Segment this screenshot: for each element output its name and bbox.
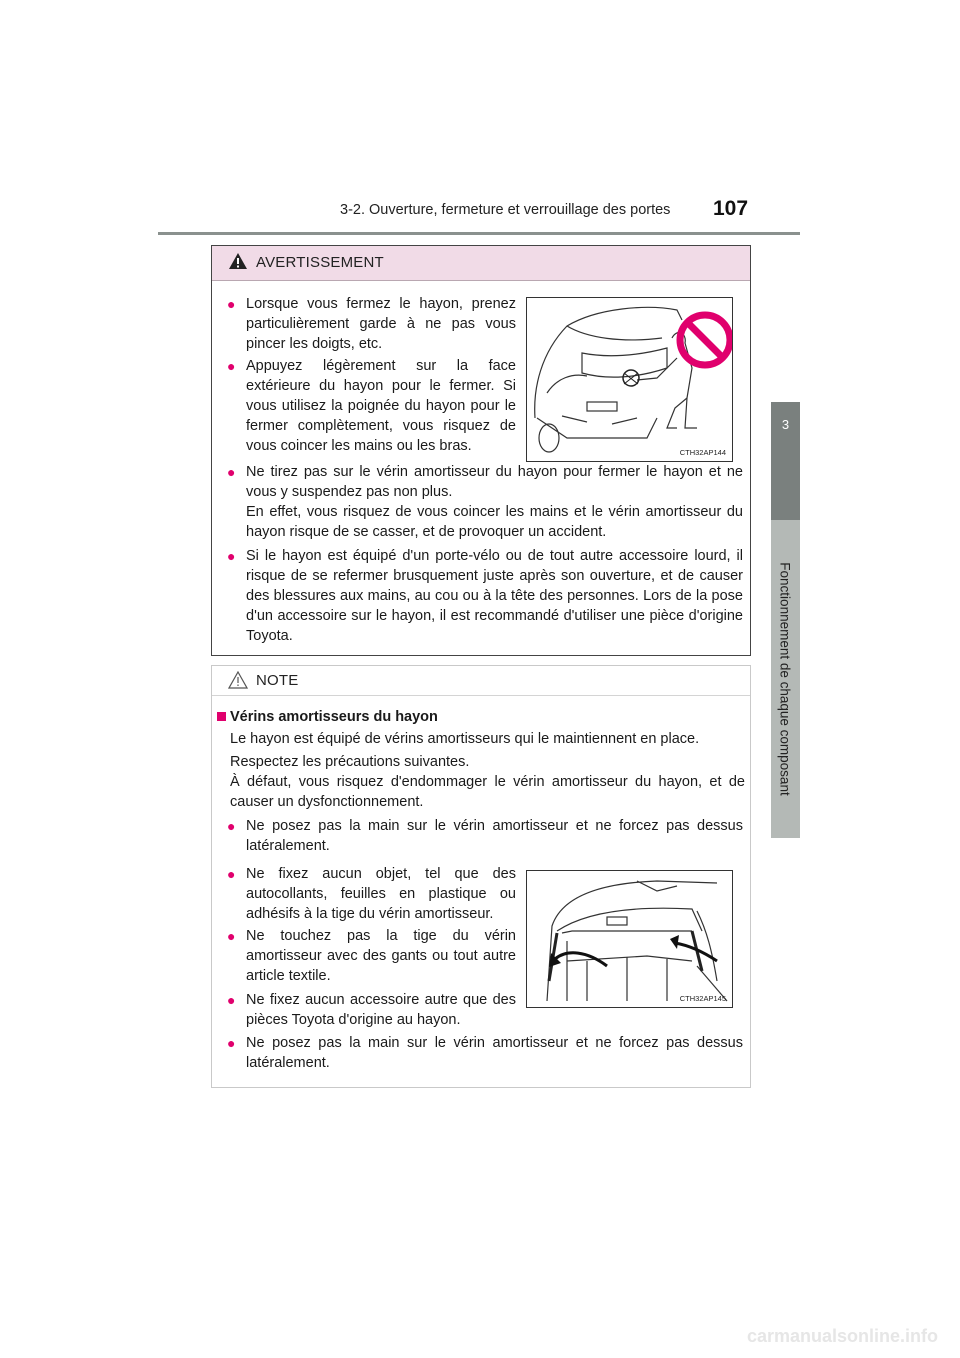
bullet-icon: ● bbox=[227, 548, 236, 564]
warning-triangle-icon bbox=[228, 252, 248, 270]
bullet-icon: ● bbox=[227, 818, 236, 834]
warning-header bbox=[212, 246, 750, 281]
chapter-number: 3 bbox=[781, 417, 790, 432]
bullet-icon: ● bbox=[227, 1035, 236, 1051]
chapter-label: Fonctionnement de chaque composant bbox=[777, 562, 793, 796]
bullet-icon: ● bbox=[227, 464, 236, 480]
note-item-1: Ne posez pas la main sur le vérin amortisseur et ne forcez pas dessus latéralement. bbox=[246, 818, 743, 854]
bullet-icon: ● bbox=[227, 928, 236, 944]
tailgate-warning-illustration bbox=[526, 297, 733, 462]
note-item-2: Ne fixez aucun objet, tel que des autocollants, feuilles en plastique ou adhésifs à la tige du vérin amortisseur. bbox=[246, 866, 516, 922]
bullet-icon: ● bbox=[227, 296, 236, 312]
header-rule bbox=[158, 232, 800, 235]
note-item-5: Ne posez pas la main sur le vérin amortisseur et ne forcez pas dessus latéralement. bbox=[246, 1035, 743, 1071]
note-precautions: Respectez les précautions suivantes. À défaut, vous risquez d'endommager le vérin amortisseur du hayon, et de causer un dysfonctionnement. bbox=[230, 754, 745, 810]
note-intro: Le hayon est équipé de vérins amortisseurs qui le maintiennent en place. bbox=[230, 731, 700, 747]
warning-title: AVERTISSEMENT bbox=[256, 254, 384, 271]
bullet-icon: ● bbox=[227, 358, 236, 374]
warning-item-4: Si le hayon est équipé d'un porte-vélo ou de tout autre accessoire lourd, il risque de se refermer brusquement juste après son ouverture, et de causer des blessures aux mains, au cou ou à la tête des personnes. Lors de la pose d'un accessoire sur le hayon, il est recommandé d'utiliser une pièce d'origine Toyota. bbox=[246, 548, 743, 644]
warning-item-3: Ne tirez pas sur le vérin amortisseur du hayon pour fermer le hayon et ne vous y suspendez pas non plus. bbox=[246, 464, 743, 500]
bullet-icon: ● bbox=[227, 866, 236, 882]
note-subheading: Vérins amortisseurs du hayon bbox=[230, 709, 438, 725]
car-rear-hands-illustration bbox=[527, 298, 733, 462]
section-title: 3-2. Ouverture, fermeture et verrouillage des portes bbox=[340, 202, 671, 218]
square-bullet-icon bbox=[217, 712, 226, 721]
warning-item-1: Lorsque vous fermez le hayon, prenez particulièrement garde à ne pas vous pincer les doigts, etc. bbox=[246, 296, 516, 352]
bullet-icon: ● bbox=[227, 992, 236, 1008]
caution-triangle-icon bbox=[228, 671, 248, 689]
open-tailgate-dampers-illustration bbox=[527, 871, 733, 1008]
page-number: 107 bbox=[713, 197, 749, 220]
note-item-3: Ne touchez pas la tige du vérin amortisseur avec des gants ou tout autre article textile. bbox=[246, 928, 516, 984]
figure-code: CTH32AP144 bbox=[679, 448, 726, 457]
watermark: carmanualsonline.info bbox=[746, 1326, 938, 1346]
note-title: NOTE bbox=[256, 672, 299, 689]
figure-code: CTH32AP145 bbox=[679, 994, 726, 1003]
note-header bbox=[212, 666, 750, 696]
tailgate-damper-illustration bbox=[526, 870, 733, 1008]
warning-item-3-continuation: En effet, vous risquez de vous coincer les mains et le vérin amortisseur du hayon risque de se casser, et de provoquer un accident. bbox=[246, 504, 743, 540]
warning-item-2: Appuyez légèrement sur la face extérieure du hayon pour le fermer. Si vous utilisez la poignée du hayon pour le fermer complètement, vous risquez de vous coincer les mains ou les bras. bbox=[246, 358, 516, 454]
note-item-4: Ne fixez aucun accessoire autre que des pièces Toyota d'origine au hayon. bbox=[246, 992, 516, 1028]
